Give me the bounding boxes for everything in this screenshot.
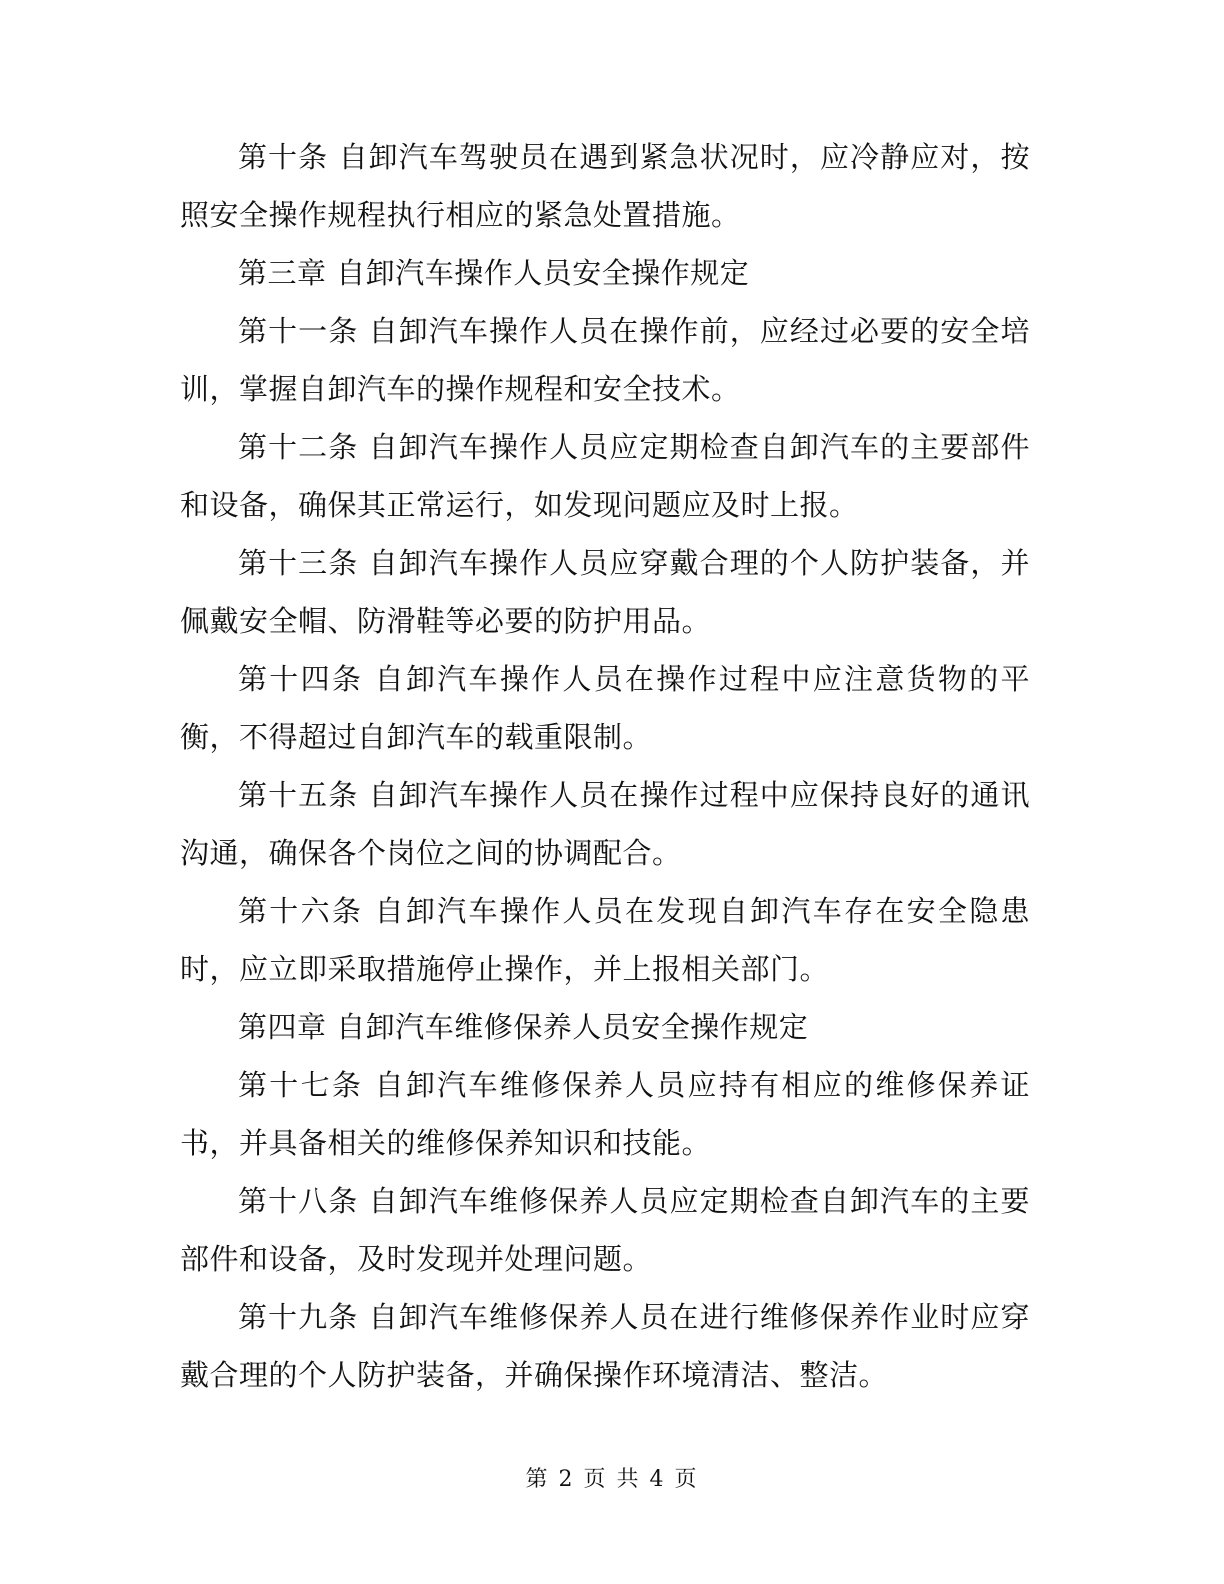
- page-number-footer: 第 2 页 共 4 页: [525, 1467, 699, 1492]
- article-16: 第十六条 自卸汽车操作人员在发现自卸汽车存在安全隐患时，应立即采取措施停止操作，并上报相关部门。: [180, 894, 1030, 986]
- article-19: 第十九条 自卸汽车维修保养人员在进行维修保养作业时应穿戴合理的个人防护装备，并确保操作环境清洁、整洁。: [180, 1300, 1030, 1392]
- article-13: 第十三条 自卸汽车操作人员应穿戴合理的个人防护装备，并佩戴安全帽、防滑鞋等必要的防护用品。: [180, 546, 1030, 638]
- article-12: 第十二条 自卸汽车操作人员应定期检查自卸汽车的主要部件和设备，确保其正常运行，如发现问题应及时上报。: [180, 430, 1030, 522]
- article-15: 第十五条 自卸汽车操作人员在操作过程中应保持良好的通讯沟通，确保各个岗位之间的协调配合。: [180, 778, 1030, 870]
- article-11: 第十一条 自卸汽车操作人员在操作前，应经过必要的安全培训，掌握自卸汽车的操作规程和安全技术。: [180, 314, 1030, 406]
- chapter-4-heading: 第四章 自卸汽车维修保养人员安全操作规定: [238, 1010, 809, 1044]
- article-17: 第十七条 自卸汽车维修保养人员应持有相应的维修保养证书，并具备相关的维修保养知识和技能。: [180, 1068, 1030, 1160]
- document-body: [180, 128, 1030, 1404]
- article-18: 第十八条 自卸汽车维修保养人员应定期检查自卸汽车的主要部件和设备，及时发现并处理问题。: [180, 1184, 1030, 1276]
- article-10: 第十条 自卸汽车驾驶员在遇到紧急状况时，应冷静应对，按照安全操作规程执行相应的紧急处置措施。: [180, 140, 1030, 232]
- chapter-3-heading: 第三章 自卸汽车操作人员安全操作规定: [238, 256, 750, 290]
- article-14: 第十四条 自卸汽车操作人员在操作过程中应注意货物的平衡，不得超过自卸汽车的载重限制。: [180, 662, 1030, 754]
